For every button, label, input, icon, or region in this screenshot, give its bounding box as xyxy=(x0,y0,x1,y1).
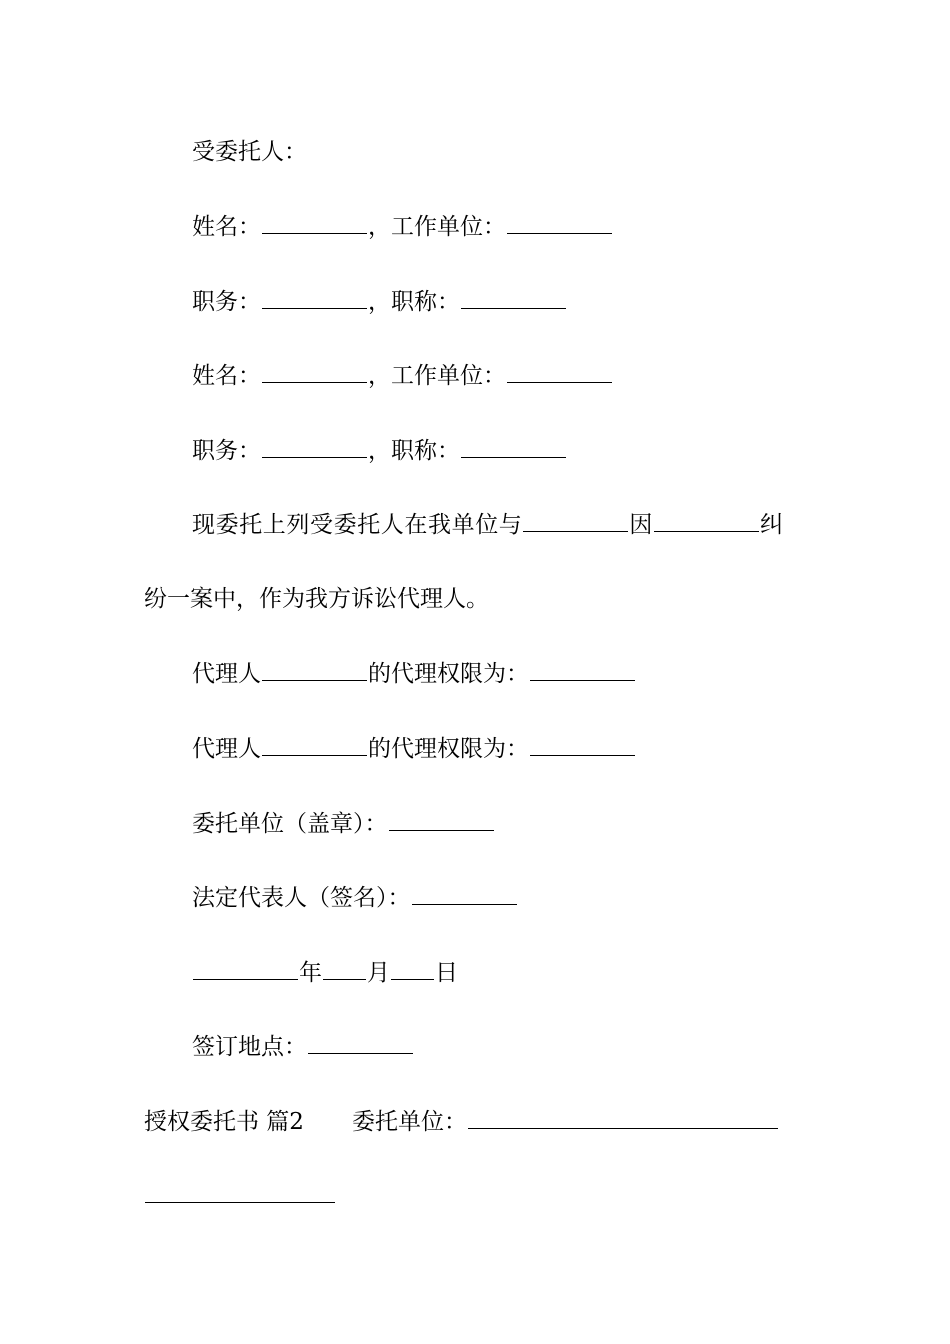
name-blank[interactable] xyxy=(262,360,367,383)
position-blank[interactable] xyxy=(262,435,367,458)
signing-place-row: 签订地点： xyxy=(192,1031,414,1061)
section2-unit-blank-cont[interactable] xyxy=(145,1180,335,1203)
trustee2-name-row: 姓名： ，工作单位： xyxy=(192,360,613,390)
seal-blank[interactable] xyxy=(389,808,494,831)
signing-place-blank[interactable] xyxy=(308,1031,413,1054)
day-blank[interactable] xyxy=(391,957,434,980)
section2-title: 授权委托书 篇2 xyxy=(144,1109,304,1135)
workplace-blank[interactable] xyxy=(507,211,612,234)
section2-unit-cont-row xyxy=(144,1180,336,1210)
title-blank[interactable] xyxy=(461,286,566,309)
agent2-scope-row: 代理人 的代理权限为： xyxy=(192,733,636,763)
legal-rep-row: 法定代表人（签名）： xyxy=(192,882,518,912)
signature-blank[interactable] xyxy=(412,882,517,905)
date-row: 年 月 日 xyxy=(192,957,458,987)
entrust-paragraph: 现委托上列受委托人在我单位与 因 纠 xyxy=(192,509,784,539)
title-blank[interactable] xyxy=(461,435,566,458)
agent-scope-blank[interactable] xyxy=(530,733,635,756)
cause-blank[interactable] xyxy=(654,509,759,532)
position-blank[interactable] xyxy=(262,286,367,309)
opponent-blank[interactable] xyxy=(523,509,628,532)
year-blank[interactable] xyxy=(193,957,298,980)
section2-title-row: 授权委托书 篇2 委托单位： xyxy=(144,1106,779,1136)
trustee1-position-row: 职务： ，职称： xyxy=(192,286,567,316)
workplace-blank[interactable] xyxy=(507,360,612,383)
section2-unit-blank[interactable] xyxy=(468,1106,778,1129)
name-blank[interactable] xyxy=(262,211,367,234)
agent1-scope-row: 代理人 的代理权限为： xyxy=(192,658,636,688)
agent-name-blank[interactable] xyxy=(262,658,367,681)
trustee1-name-row: 姓名： ，工作单位： xyxy=(192,211,613,241)
trustee2-position-row: 职务： ，职称： xyxy=(192,435,567,465)
entrust-paragraph-cont: 纷一案中，作为我方诉讼代理人。 xyxy=(144,586,489,612)
entrusting-unit-seal-row: 委托单位（盖章）： xyxy=(192,808,495,838)
trustee-heading: 受委托人： xyxy=(192,139,307,165)
month-blank[interactable] xyxy=(323,957,366,980)
agent-name-blank[interactable] xyxy=(262,733,367,756)
agent-scope-blank[interactable] xyxy=(530,658,635,681)
